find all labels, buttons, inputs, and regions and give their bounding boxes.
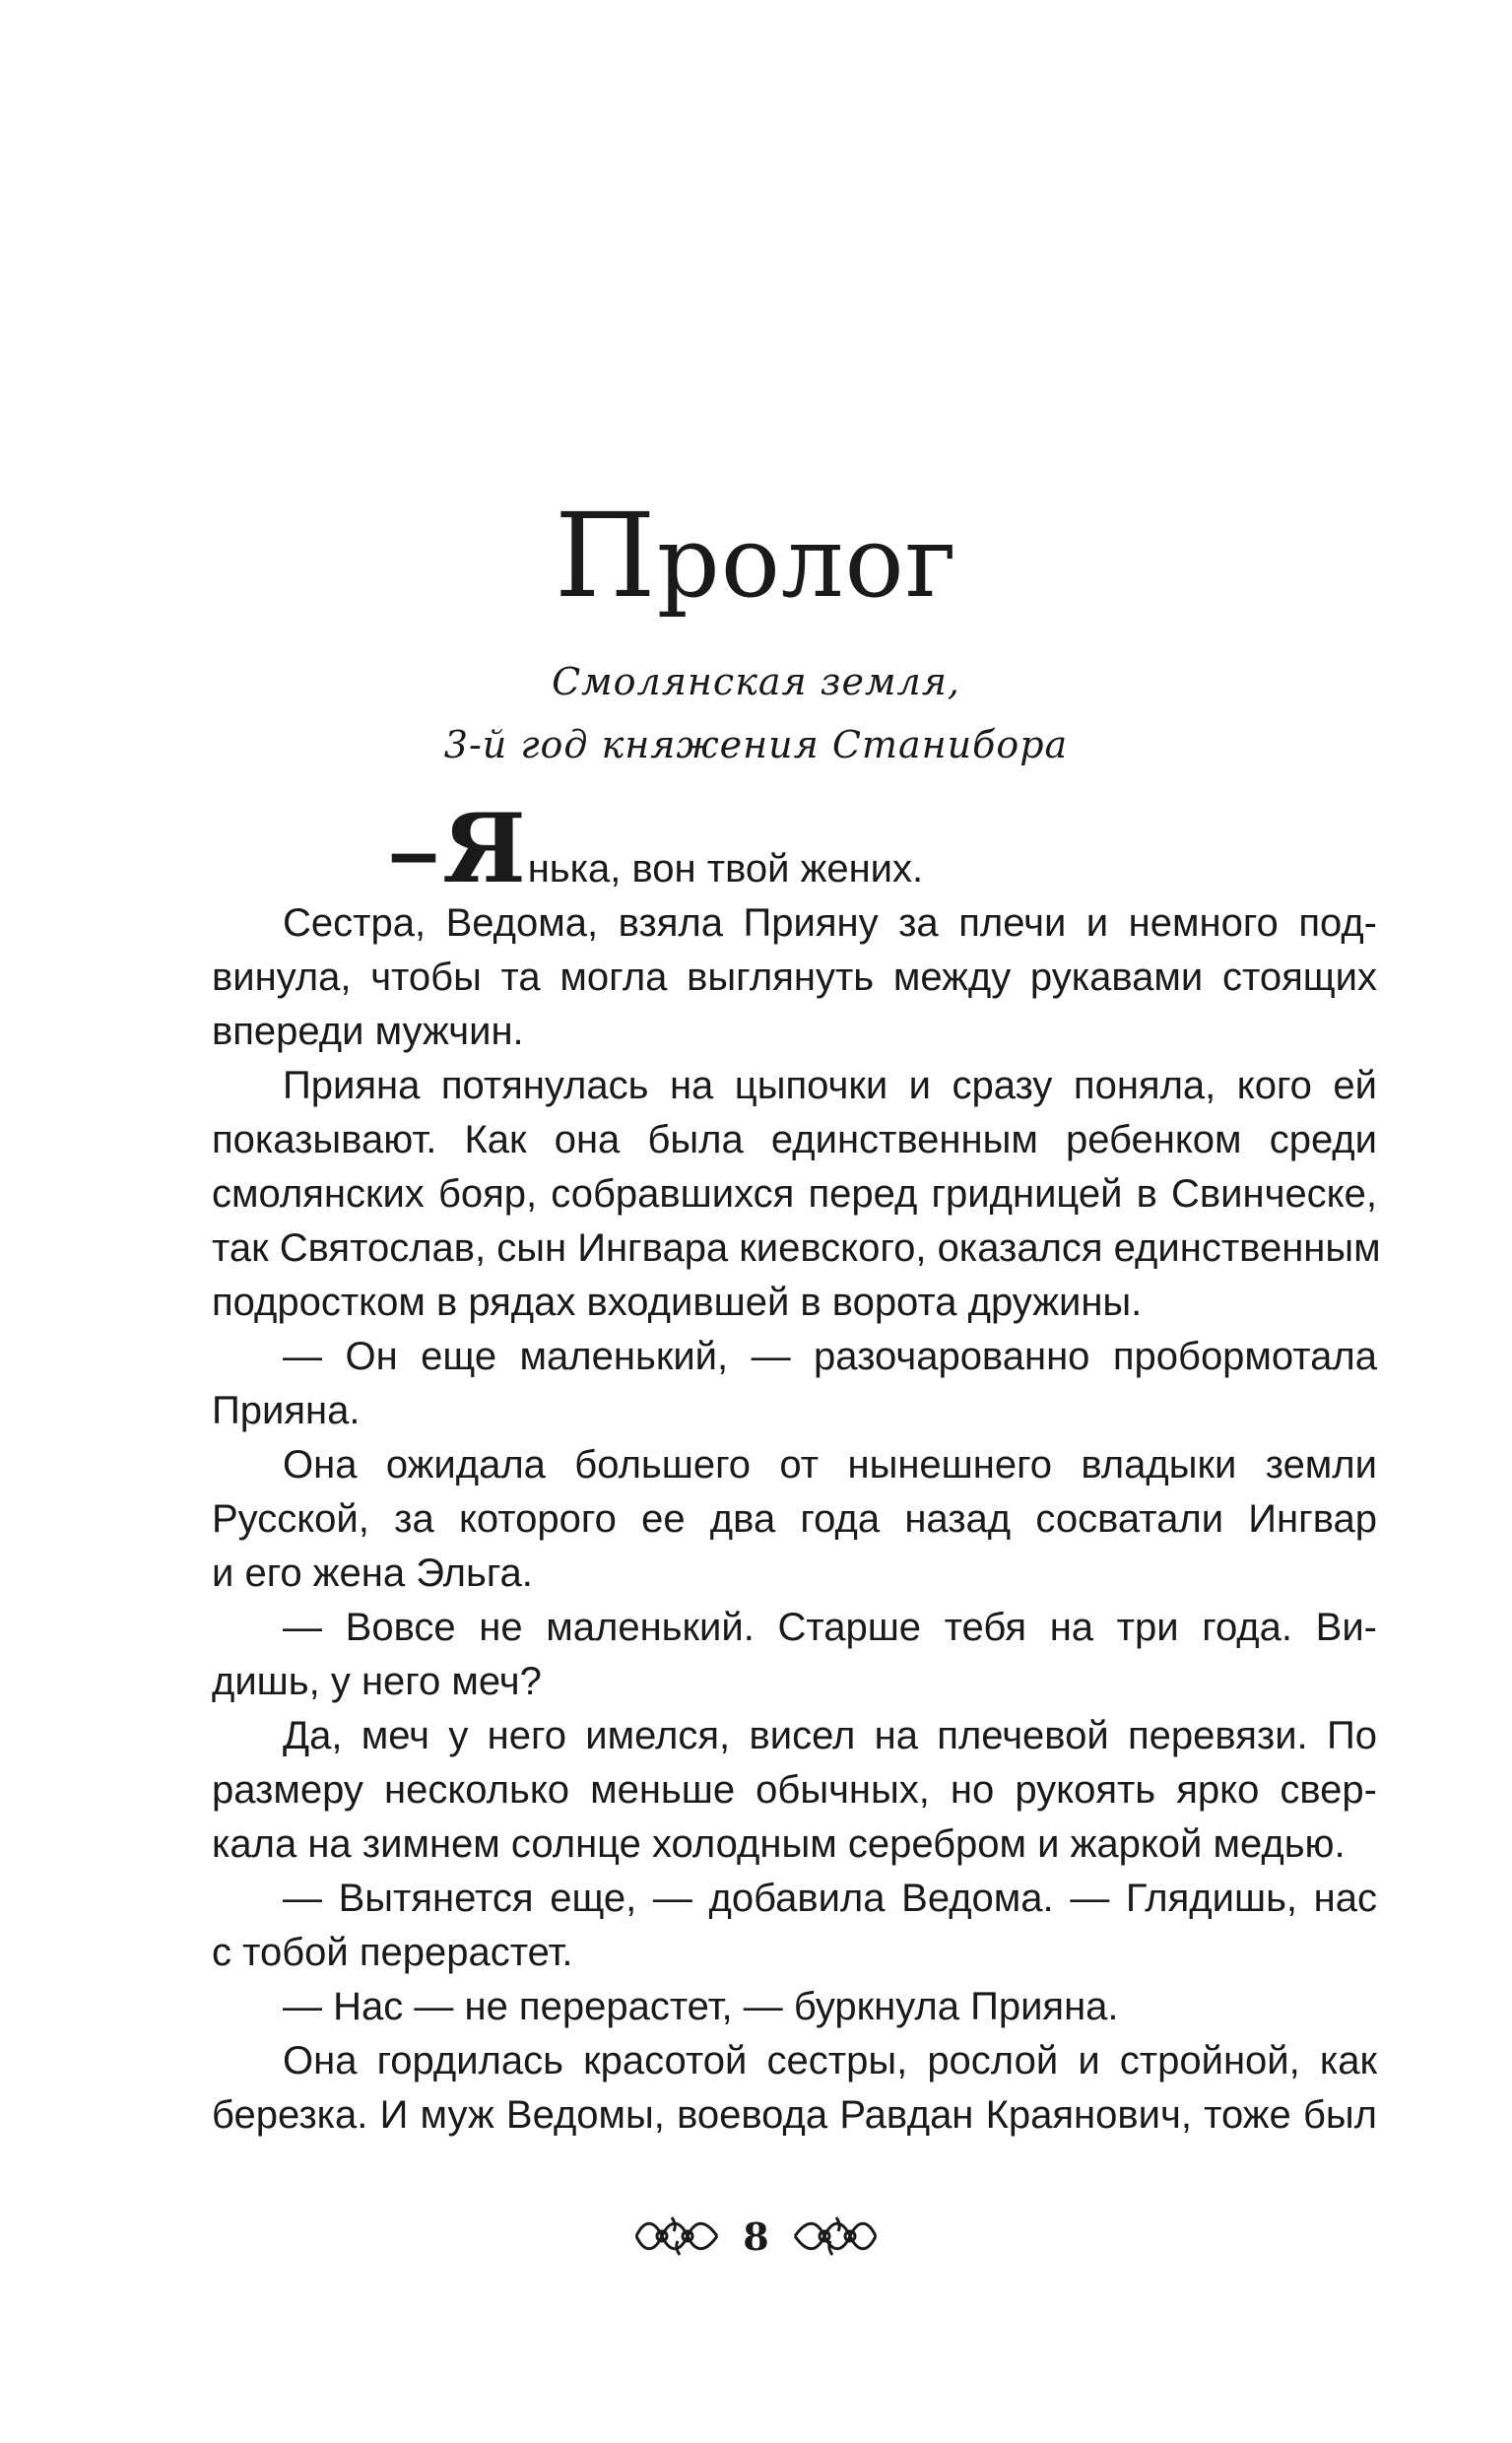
chapter-title-initial: П (554, 488, 657, 624)
chapter-title-rest: ролог (656, 504, 958, 620)
text-line: — Вытянется еще, — добавила Ведома. — Глядишь, нас (283, 1877, 1377, 1920)
text-line: размеру несколько меньше обычных, но рукоять ярко свер- (212, 1768, 1377, 1812)
chapter-subtitle (0, 650, 1512, 776)
drop-cap: Я (442, 793, 526, 904)
text-line: смолянских бояр, собравшихся перед гридницей в Свинческе, (212, 1172, 1377, 1216)
page-footer (0, 2202, 1512, 2271)
knot-ornament-icon (632, 2213, 721, 2259)
page-number: 8 (743, 2213, 769, 2259)
text-line: Она гордилась красотой сестры, рослой и стройной, как (283, 2039, 1377, 2082)
text-line: дишь, у него меч? (212, 1660, 542, 1703)
first-line-text: нька, вон твой жених. (527, 847, 924, 891)
subtitle-line-2: 3-й год княжения Станибора (443, 723, 1069, 766)
knot-ornament-icon (791, 2213, 880, 2259)
text-line: Прияна потянулась на цыпочки и сразу поняла, кого ей (283, 1064, 1377, 1107)
text-line: Сестра, Ведома, взяла Прияну за плечи и немного под- (283, 901, 1377, 945)
text-line: Да, меч у него имелся, висел на плечевой перевязи. По (283, 1714, 1377, 1757)
body-text (212, 793, 1381, 2143)
text-line: кала на зимнем солнце холодным серебром и жаркой медью. (212, 1822, 1346, 1866)
text-line: Она ожидала большего от нынешнего владыки земли (283, 1443, 1377, 1486)
text-line: подростком в рядах входившей в ворота дружины. (212, 1281, 1143, 1324)
text-line: так Святослав, сын Ингвара киевского, оказался единственным (212, 1226, 1381, 1270)
text-line: винула, чтобы та могла выглянуть между рукавами стоящих (212, 956, 1377, 999)
chapter-title (0, 488, 1512, 624)
text-line: и его жена Эльга. (212, 1552, 533, 1595)
text-line: — Нас — не перерастет, — буркнула Прияна. (283, 1985, 1119, 2028)
subtitle-line-1: Смолянская земля, (552, 660, 960, 703)
text-line: показывают. Как она была единственным ребенком среди (212, 1118, 1377, 1161)
text-line: с тобой перерастет. (212, 1931, 573, 1974)
text-line: — Вовсе не маленький. Старше тебя на три года. Ви- (283, 1606, 1377, 1649)
text-line: Русской, за которого ее два года назад сосватали Ингвар (212, 1497, 1377, 1541)
text-line: — Он еще маленький, — разочарованно пробормотала (283, 1335, 1377, 1378)
text-line-first (212, 793, 1377, 904)
drop-dash: – (389, 803, 439, 901)
text-line: березка. И муж Ведомы, воевода Равдан Краянович, тоже был (212, 2093, 1377, 2137)
text-line: Прияна. (212, 1389, 361, 1432)
text-line: впереди мужчин. (212, 1010, 524, 1053)
